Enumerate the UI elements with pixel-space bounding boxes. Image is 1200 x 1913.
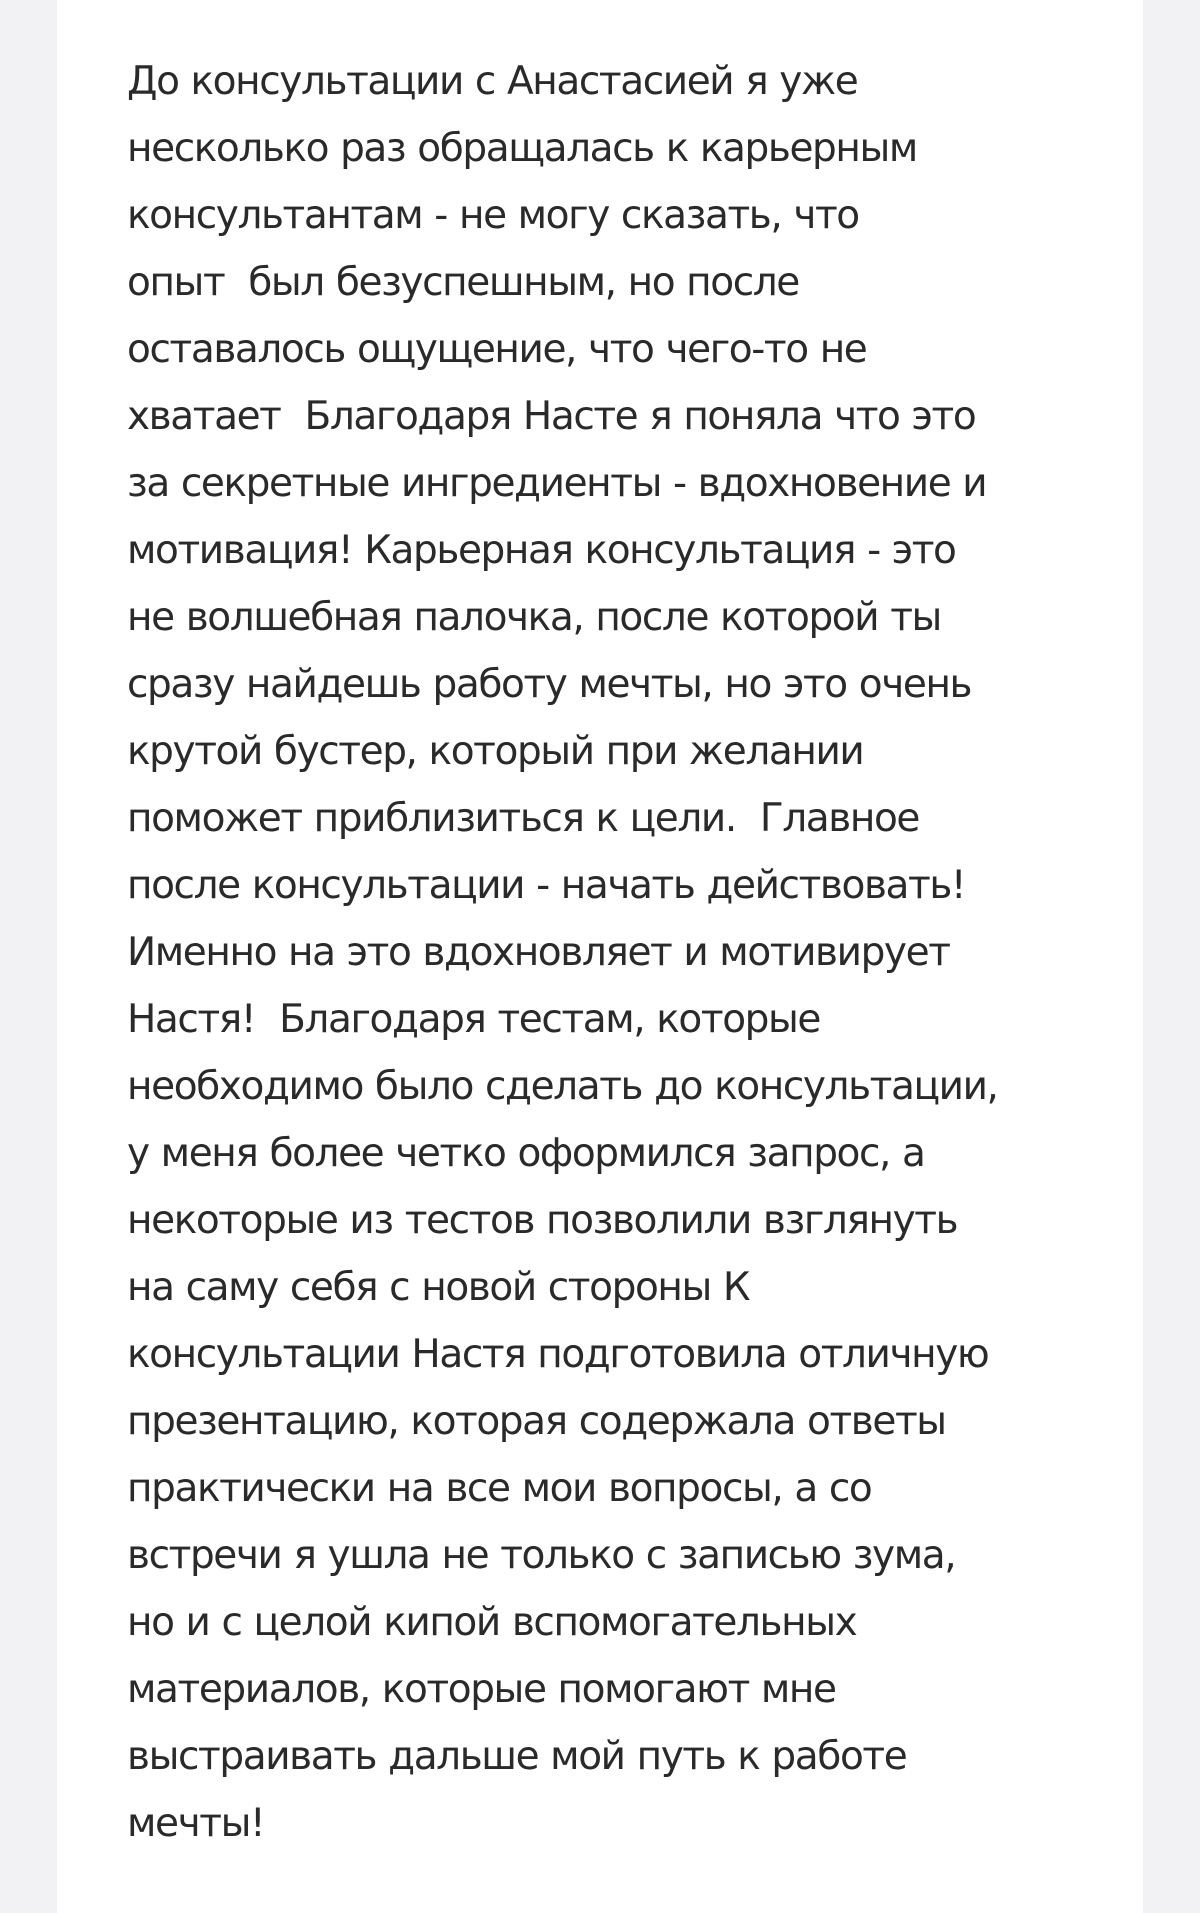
review-line: несколько раз обращалась к карьерным xyxy=(127,126,917,171)
review-line: встречи я ушла не только с записью зума, xyxy=(127,1533,956,1578)
review-line: за секретные ингредиенты - вдохновение и xyxy=(127,461,987,506)
review-line: сразу найдешь работу мечты, но это очень xyxy=(127,662,972,707)
review-line: некоторые из тестов позволили взглянуть xyxy=(127,1198,958,1243)
review-line: крутой бустер, который при желании xyxy=(127,729,864,774)
review-line: До консультации с Анастасией я уже xyxy=(127,59,858,104)
review-line: Настя! Благодаря тестам, которые xyxy=(127,997,821,1042)
review-line: материалов, которые помогают мне xyxy=(127,1667,836,1712)
review-line: на саму себя с новой стороны К xyxy=(127,1265,750,1310)
review-line: мотивация! Карьерная консультация - это xyxy=(127,528,956,573)
review-card xyxy=(57,0,1143,1913)
review-line: необходимо было сделать до консультации, xyxy=(127,1064,998,1109)
review-line: презентацию, которая содержала ответы xyxy=(127,1399,946,1444)
review-line: практически на все мои вопросы, а со xyxy=(127,1466,872,1511)
review-line: хватает Благодаря Насте я поняла что это xyxy=(127,394,976,439)
review-line: опыт был безуспешным, но после xyxy=(127,260,799,305)
review-line: мечты! xyxy=(127,1801,265,1846)
review-line: поможет приблизиться к цели. Главное xyxy=(127,796,920,841)
review-line: после консультации - начать действовать! xyxy=(127,863,966,908)
review-line: не волшебная палочка, после которой ты xyxy=(127,595,941,640)
review-line: консультантам - не могу сказать, что xyxy=(127,193,859,238)
review-line: у меня более четко оформился запрос, а xyxy=(127,1131,925,1176)
review-line: консультации Настя подготовила отличную xyxy=(127,1332,989,1377)
review-line: Именно на это вдохновляет и мотивирует xyxy=(127,930,950,975)
review-text xyxy=(127,48,1117,1857)
review-line: но и с целой кипой вспомогательных xyxy=(127,1600,857,1645)
review-line: оставалось ощущение, что чего-то не xyxy=(127,327,867,372)
review-line: выстраивать дальше мой путь к работе xyxy=(127,1734,907,1779)
